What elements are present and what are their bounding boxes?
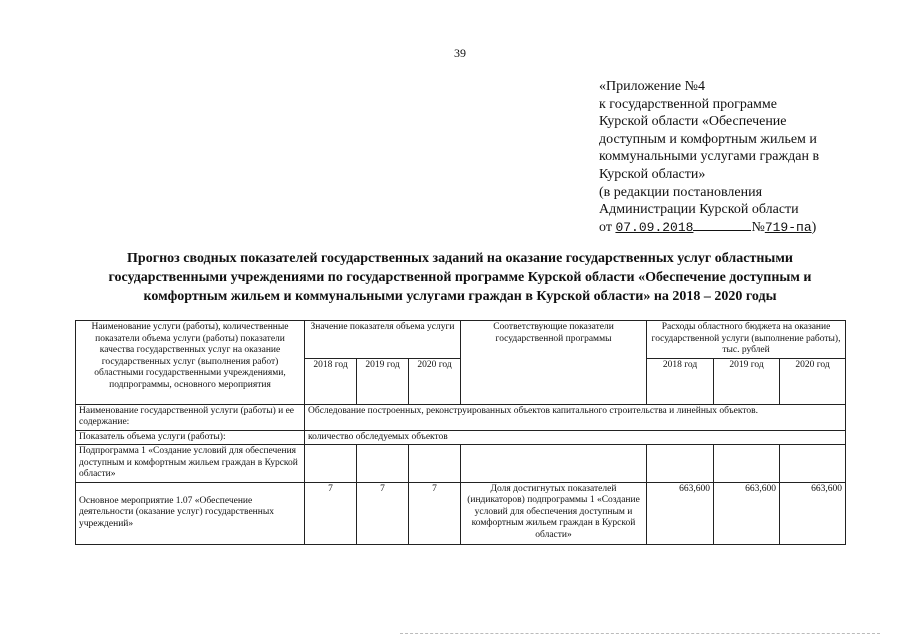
- header-indicators: Соответствующие показатели государственной программы: [461, 321, 647, 405]
- header-year-2019: 2019 год: [357, 358, 409, 404]
- forecast-table: [75, 320, 846, 545]
- appendix-line: Курской области «Обеспечение: [599, 114, 787, 130]
- empty-cell: [357, 445, 409, 483]
- appendix-line: Администрации Курской области: [599, 202, 799, 218]
- main-event-name: Основное мероприятие 1.07 «Обеспечение деятельности (оказание услуг) государственных учреждений»: [76, 482, 305, 544]
- indicator-text: Доля достигнутых показателей (индикаторов) подпрограммы 1 «Создание условий для обеспечения доступным и комфортным жильем граждан в Курской области»: [461, 482, 647, 544]
- value-2019: 7: [357, 482, 409, 544]
- empty-cell: [714, 445, 780, 483]
- expense-2018: 663,600: [647, 482, 714, 544]
- empty-cell: [780, 445, 846, 483]
- header-expense-year-2018: 2018 год: [647, 358, 714, 404]
- closing-paren: ): [811, 219, 817, 235]
- header-expense-year-2020: 2020 год: [780, 358, 846, 404]
- subprogram-name: Подпрограмма 1 «Создание условий для обеспечения доступным и комфортным жильем граждан в Курской области»: [76, 445, 305, 483]
- empty-cell: [409, 445, 461, 483]
- header-year-2018: 2018 год: [305, 358, 357, 404]
- table-header-row: [76, 321, 846, 359]
- appendix-line: к государственной программе: [599, 96, 777, 112]
- header-expenses-group: Расходы областного бюджета на оказание государственной услуги (выполнение работы), тыс. рублей: [647, 321, 846, 359]
- volume-label: Показатель объема услуги (работы):: [76, 430, 305, 445]
- header-value-group: Значение показателя объема услуги: [305, 321, 461, 359]
- page-number: 39: [454, 46, 466, 60]
- service-name-row: [76, 404, 846, 430]
- resolution-date: 07.09.2018: [615, 219, 694, 235]
- appendix-line: Курской области»: [599, 166, 706, 182]
- scan-edge-divider: [400, 633, 880, 634]
- header-expense-year-2019: 2019 год: [714, 358, 780, 404]
- title-line: государственными учреждениями по государственной программе Курской области «Обеспечение доступным и: [108, 270, 812, 285]
- appendix-date-line: [599, 219, 879, 237]
- date-prefix: от: [599, 219, 612, 235]
- header-year-2020: 2020 год: [409, 358, 461, 404]
- empty-cell: [305, 445, 357, 483]
- appendix-line: коммунальными услугами граждан в: [599, 149, 820, 165]
- blank-underline: [693, 219, 751, 231]
- resolution-number: 719-па: [764, 219, 812, 235]
- header-name: Наименование услуги (работы), количественные показатели объема услуги (работы) показатели качества государственных услуг на оказание государственных услуг (выполнения работ) областными государственными учреждениями, подпрограммы, основного мероприятия: [76, 321, 305, 405]
- title-line: Прогноз сводных показателей государственных заданий на оказание государственных услуг областными: [127, 251, 793, 266]
- expense-2020: 663,600: [780, 482, 846, 544]
- empty-cell: [647, 445, 714, 483]
- value-2020: 7: [409, 482, 461, 544]
- number-prefix: №: [751, 219, 765, 235]
- empty-cell: [461, 445, 647, 483]
- title-line: комфортным жильем и коммунальными услугами граждан в Курской области» на 2018 – 2020 годы: [143, 289, 777, 304]
- appendix-block: [599, 78, 879, 236]
- subprogram-row: [76, 445, 846, 483]
- service-name-value: Обследование построенных, реконструированных объектов капитального строительства и линейных объектов.: [305, 404, 846, 430]
- main-event-row: [76, 482, 846, 544]
- volume-value: количество обследуемых объектов: [305, 430, 846, 445]
- value-2018: 7: [305, 482, 357, 544]
- appendix-line: «Приложение №4: [599, 79, 705, 94]
- volume-row: [76, 430, 846, 445]
- document-title: [70, 249, 850, 306]
- appendix-line: доступным и комфортным жильем и: [599, 131, 817, 147]
- service-name-label: Наименование государственной услуги (работы) и ее содержание:: [76, 404, 305, 430]
- expense-2019: 663,600: [714, 482, 780, 544]
- appendix-line: (в редакции постановления: [599, 184, 763, 200]
